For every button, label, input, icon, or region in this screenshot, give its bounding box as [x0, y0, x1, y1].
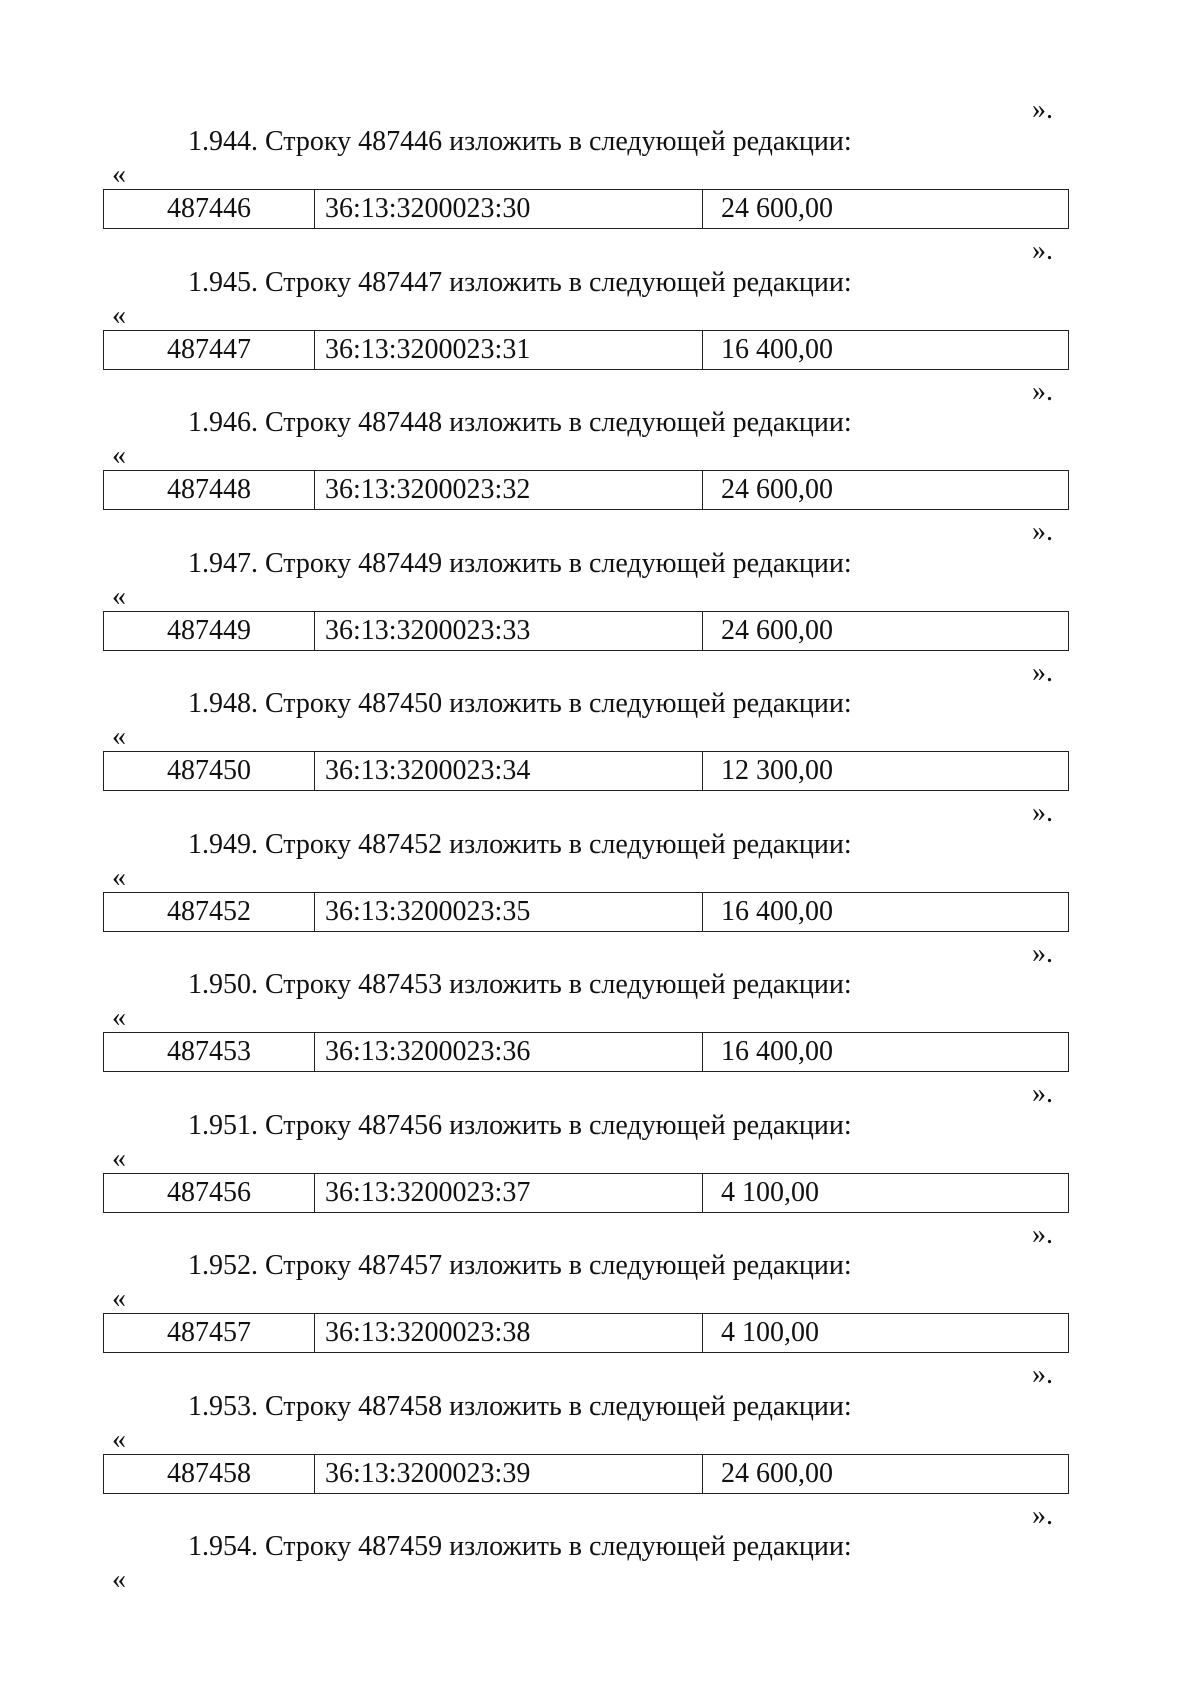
- table-row: [103, 892, 1069, 932]
- close-quote: ».: [1032, 375, 1053, 407]
- close-quote: ».: [1032, 656, 1053, 688]
- close-quote: ».: [1032, 1499, 1053, 1531]
- close-quote: ».: [1032, 235, 1053, 266]
- value-cell: 4 100,00: [721, 1176, 819, 1208]
- close-quote: ».: [1032, 937, 1053, 969]
- close-quote: ».: [1032, 516, 1053, 547]
- row-number-cell: 487453: [104, 1033, 315, 1071]
- section-heading: 1.949. Строку 487452 изложить в следующей редакции:: [188, 828, 852, 860]
- table-row: [103, 611, 1069, 651]
- table-row: [103, 1032, 1069, 1072]
- row-number-cell: 487449: [104, 612, 315, 650]
- row-number-cell: 487456: [104, 1174, 315, 1212]
- close-quote: ».: [1032, 797, 1053, 828]
- value-cell: 16 400,00: [721, 1036, 833, 1067]
- cadastral-number-cell: 36:13:3200023:31: [315, 331, 703, 369]
- table-row: [103, 751, 1069, 791]
- value-cell: 24 600,00: [721, 614, 833, 646]
- open-quote: «: [112, 1564, 126, 1595]
- row-number-cell: 487448: [104, 471, 315, 509]
- section-heading: 1.950. Строку 487453 изложить в следующей редакции:: [188, 969, 852, 1000]
- close-quote: ».: [1032, 1218, 1053, 1250]
- value-cell: 16 400,00: [721, 333, 833, 365]
- row-number-cell: 487458: [104, 1455, 315, 1493]
- open-quote: «: [112, 159, 126, 190]
- open-quote: «: [112, 580, 126, 612]
- table-row: [103, 470, 1069, 510]
- value-cell: 12 300,00: [721, 755, 833, 786]
- value-cell: 24 600,00: [721, 193, 833, 224]
- section-heading: 1.946. Строку 487448 изложить в следующей редакции:: [188, 407, 852, 438]
- open-quote: «: [112, 1423, 126, 1455]
- table-row: [103, 330, 1069, 370]
- row-number-cell: 487457: [104, 1314, 315, 1352]
- section-heading: 1.945. Строку 487447 изложить в следующей редакции:: [188, 266, 852, 298]
- section-heading: 1.944. Строку 487446 изложить в следующей редакции:: [188, 126, 852, 157]
- open-quote: «: [112, 1142, 126, 1174]
- cadastral-number-cell: 36:13:3200023:34: [315, 752, 703, 790]
- table-row: [103, 1173, 1069, 1213]
- top-close-quote: ».: [1032, 94, 1053, 125]
- cadastral-number-cell: 36:13:3200023:38: [315, 1314, 703, 1352]
- open-quote: «: [112, 299, 126, 331]
- row-number-cell: 487450: [104, 752, 315, 790]
- section-heading: 1.954. Строку 487459 изложить в следующей редакции:: [188, 1531, 852, 1562]
- open-quote: «: [112, 721, 126, 752]
- open-quote: «: [112, 440, 126, 471]
- table-row: [103, 1454, 1069, 1494]
- open-quote: «: [112, 1283, 126, 1314]
- cadastral-number-cell: 36:13:3200023:35: [315, 893, 703, 931]
- cadastral-number-cell: 36:13:3200023:36: [315, 1033, 703, 1071]
- row-number-cell: 487452: [104, 893, 315, 931]
- value-cell: 16 400,00: [721, 895, 833, 927]
- table-row: [103, 1313, 1069, 1353]
- section-heading: 1.952. Строку 487457 изложить в следующей редакции:: [188, 1250, 852, 1281]
- section-heading: 1.948. Строку 487450 изложить в следующей редакции:: [188, 688, 852, 719]
- close-quote: ».: [1032, 1078, 1053, 1109]
- cadastral-number-cell: 36:13:3200023:39: [315, 1455, 703, 1493]
- value-cell: 4 100,00: [721, 1317, 819, 1348]
- cadastral-number-cell: 36:13:3200023:32: [315, 471, 703, 509]
- open-quote: «: [112, 861, 126, 893]
- value-cell: 24 600,00: [721, 474, 833, 505]
- table-row: [103, 189, 1069, 229]
- cadastral-number-cell: 36:13:3200023:37: [315, 1174, 703, 1212]
- section-heading: 1.947. Строку 487449 изложить в следующей редакции:: [188, 547, 852, 579]
- cadastral-number-cell: 36:13:3200023:30: [315, 190, 703, 228]
- value-cell: 24 600,00: [721, 1457, 833, 1489]
- section-heading: 1.951. Строку 487456 изложить в следующей редакции:: [188, 1109, 852, 1141]
- close-quote: ».: [1032, 1359, 1053, 1390]
- cadastral-number-cell: 36:13:3200023:33: [315, 612, 703, 650]
- row-number-cell: 487446: [104, 190, 315, 228]
- section-heading: 1.953. Строку 487458 изложить в следующей редакции:: [188, 1390, 852, 1422]
- row-number-cell: 487447: [104, 331, 315, 369]
- open-quote: «: [112, 1002, 126, 1033]
